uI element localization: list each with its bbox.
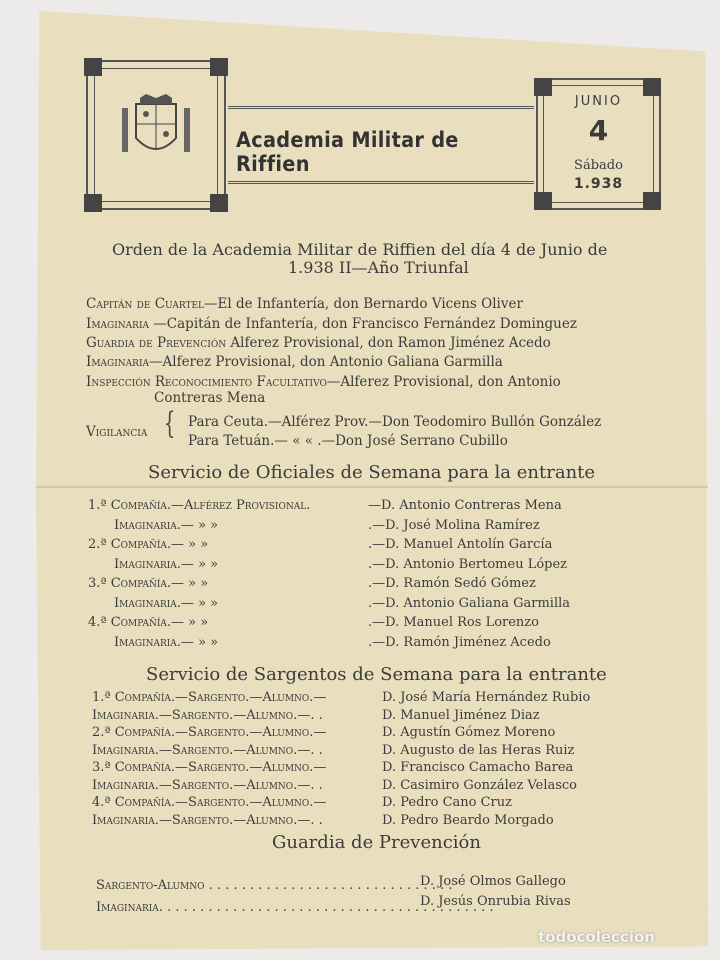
duty-row — [86, 354, 503, 370]
list-item-name: D. Agustín Gómez Moreno — [382, 725, 556, 740]
list-item-role: Imaginaria.— » » — [114, 556, 219, 572]
list-item-role: Imaginaria.—Sargento.—Alumno.—. . — [92, 812, 323, 828]
frame-corner — [534, 192, 552, 210]
list-item-role: 1.ª Compañía.—Sargento.—Alumno.— — [92, 690, 327, 705]
list-item-name: .—D. Ramón Sedó Gómez — [368, 576, 536, 591]
duty-role: Imaginaria — [86, 316, 149, 332]
duty-row — [86, 296, 523, 312]
list-item-name: D. Pedro Cano Cruz — [382, 795, 512, 810]
duty-text: Alferez Provisional, don Ramon Jiménez Acedo — [230, 335, 551, 351]
date-year: 1.938 — [573, 176, 624, 192]
date-box — [536, 78, 661, 210]
list-item-role: 2.ª Compañía.— » » — [88, 537, 209, 552]
list-item-role: 3.ª Compañía.—Sargento.—Alumno.— — [92, 760, 327, 775]
frame-corner — [210, 194, 228, 212]
section-title-guardia: Guardia de Prevención — [272, 832, 481, 853]
duty-text: —Capitán de Infantería, don Francisco Fernández Dominguez — [153, 316, 577, 332]
watermark: todocoleccion — [538, 928, 655, 946]
list-item-name: D. Francisco Camacho Barea — [382, 760, 574, 775]
duty-role: Imaginaria — [86, 354, 149, 370]
list-item-name: D. Casimiro González Velasco — [382, 777, 577, 793]
list-item-role: Imaginaria.— » » — [114, 595, 219, 611]
coat-of-arms-icon — [116, 94, 196, 164]
list-item-name: .—D. Manuel Ros Lorenzo — [368, 615, 539, 630]
brace: { — [163, 406, 176, 441]
duty-text: —Alferez Provisional, don Antonio — [326, 374, 561, 390]
list-item-role: 3.ª Compañía.— » » — [88, 576, 209, 591]
frame-corner — [84, 194, 102, 212]
duty-row — [86, 335, 551, 351]
duty-role: Guardia de Prevención — [86, 335, 227, 351]
list-item-name: .—D. Antonio Bertomeu López — [368, 556, 568, 572]
list-item-name: .—D. Manuel Antolín García — [368, 537, 553, 552]
list-item-role: Imaginaria.—Sargento.—Alumno.—. . — [92, 777, 323, 793]
list-item-role: Imaginaria.—Sargento.—Alumno.—. . — [92, 707, 323, 723]
guardia-row-label: Imaginaria. . . . . . . . . . . . . . . . . . . . . . . . . . . . . . . . . . . . . . . . . — [96, 900, 494, 915]
guardia-row-label: Sargento-Alumno . . . . . . . . . . . . . . . . . . . . . . . . . . . . . . — [96, 878, 453, 893]
date-day: 4 — [588, 114, 609, 147]
list-item-role: 1.ª Compañía.—Alférez Provisional. — [88, 498, 311, 513]
guardia-row-name: D. José Olmos Gallego — [420, 874, 566, 889]
duty-row — [86, 316, 577, 332]
duty-text: —Alferez Provisional, don Antonio Galiana Garmilla — [149, 354, 503, 370]
academy-title: Academia Militar de Riffien — [236, 128, 459, 176]
list-item-role: 4.ª Compañía.— » » — [88, 615, 209, 630]
list-item-role: Imaginaria.— » » — [114, 517, 219, 533]
list-item-name: .—D. Antonio Galiana Garmilla — [368, 595, 571, 611]
orden-line-1: Orden de la Academia Militar de Riffien del día 4 de Junio de — [112, 240, 608, 259]
date-month: JUNIO — [574, 94, 623, 109]
list-item-name: D. Augusto de las Heras Ruiz — [382, 742, 575, 758]
list-item-name: D. José María Hernández Rubio — [382, 690, 591, 705]
duty-text: —El de Infantería, don Bernardo Vicens Oliver — [204, 296, 523, 312]
frame-corner — [210, 58, 228, 76]
duty-row — [86, 374, 561, 390]
list-item-role: Imaginaria.—Sargento.—Alumno.—. . — [92, 742, 323, 758]
section-title-sargentos: Servicio de Sargentos de Semana para la entrante — [146, 664, 607, 685]
duty-role: Inspección Reconocimiento Facultativo — [86, 374, 327, 390]
list-item-name: D. Pedro Beardo Morgado — [382, 812, 554, 828]
list-item-role: 4.ª Compañía.—Sargento.—Alumno.— — [92, 795, 327, 810]
vigilancia-label: Vigilancia — [86, 424, 148, 440]
guardia-row-name: D. Jesús Onrubia Rivas — [420, 894, 571, 909]
frame-corner — [643, 192, 661, 210]
vigilancia-line: Para Tetuán.— « « .—Don José Serrano Cubillo — [188, 433, 508, 449]
list-item-name: D. Manuel Jiménez Diaz — [382, 707, 540, 723]
list-item-role: Imaginaria.— » » — [114, 634, 219, 650]
list-item-name: .—D. Ramón Jiménez Acedo — [368, 634, 551, 650]
orden-line-2: 1.938 II—Año Triunfal — [288, 258, 469, 277]
duty-role: Capitán de Cuartel — [86, 296, 204, 312]
fold-line — [36, 486, 708, 488]
header — [86, 58, 661, 228]
section-title-oficiales: Servicio de Oficiales de Semana para la entrante — [148, 462, 596, 483]
date-weekday: Sábado — [574, 158, 623, 173]
list-item-name: —D. Antonio Contreras Mena — [368, 498, 562, 513]
frame-corner — [84, 58, 102, 76]
list-item-role: 2.ª Compañía.—Sargento.—Alumno.— — [92, 725, 327, 740]
duty-continuation: Contreras Mena — [154, 390, 266, 406]
list-item-name: .—D. José Molina Ramírez — [368, 517, 540, 533]
vigilancia-line: Para Ceuta.—Alférez Prov.—Don Teodomiro Bullón González — [188, 414, 602, 430]
